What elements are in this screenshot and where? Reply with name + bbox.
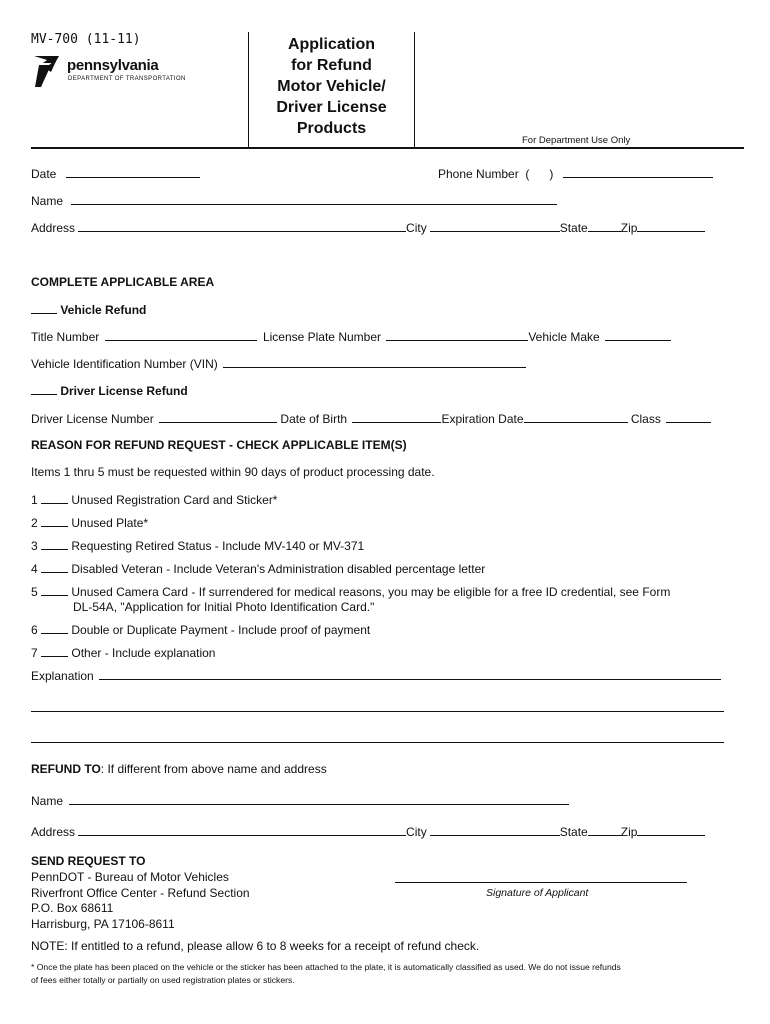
item-check[interactable] [41,492,68,504]
vin-label: Vehicle Identification Number (VIN) [31,357,218,371]
title-number-field[interactable] [105,329,257,341]
name-label: Name [31,194,64,208]
refund-address-field[interactable] [78,824,406,836]
refund-state-field[interactable] [588,824,621,836]
refund-address-label: Address [31,825,76,839]
vehicle-make-label: Vehicle Make [528,330,600,344]
class-field[interactable] [666,411,711,423]
expiration-label: Expiration Date [441,412,524,426]
form-title [249,34,414,139]
name-row [31,193,557,208]
item-number: 2 [31,516,38,530]
item-text: Requesting Retired Status - Include MV-140 or MV-371 [71,539,365,553]
state-field[interactable] [588,220,621,232]
list-item [31,515,148,530]
item-text: Disabled Veteran - Include Veteran's Administration disabled percentage letter [71,562,486,576]
date-row [31,166,200,181]
list-item [31,584,670,599]
refund-name-row [31,793,569,808]
item-text: Unused Camera Card - If surrendered for medical reasons, you may be eligible for a free ID credential, see Form [71,585,671,599]
refund-state-label: State [559,825,588,839]
expiration-field[interactable] [524,411,628,423]
item-number: 5 [31,585,38,599]
vehicle-make-field[interactable] [605,329,671,341]
vehicle-refund-check[interactable] [31,302,57,314]
driver-refund-label: Driver License Refund [60,384,188,398]
vin-field[interactable] [223,356,526,368]
item-check[interactable] [41,584,68,596]
signature-line[interactable] [395,882,687,883]
reason-heading: REASON FOR REFUND REQUEST - CHECK APPLICABLE ITEM(S) [31,438,407,452]
date-label: Date [31,167,57,181]
zip-field[interactable] [637,220,705,232]
item-check[interactable] [41,622,68,634]
date-field[interactable] [66,166,200,178]
item-number: 6 [31,623,38,637]
refund-zip-label: Zip [620,825,638,839]
explanation-label: Explanation [31,669,94,683]
city-field[interactable] [430,220,560,232]
item-text: Other - Include explanation [71,646,216,660]
applicable-heading: COMPLETE APPLICABLE AREA [31,275,215,289]
title-line: Motor Vehicle/ [277,78,386,95]
title-number-label: Title Number [31,330,100,344]
list-item [31,538,364,553]
explanation-line-2[interactable] [31,711,724,712]
dl-number-label: Driver License Number [31,412,154,426]
refund-to-label: REFUND TO [31,762,101,776]
item-check[interactable] [41,515,68,527]
refund-to-suffix: : If different from above name and address [100,762,327,776]
vehicle-refund-row [31,302,146,317]
logo-department: DEPARTMENT OF TRANSPORTATION [68,76,186,82]
header-divider-right [414,32,415,148]
explanation-field[interactable] [99,668,721,680]
address-line: Harrisburg, PA 17106-8611 [31,916,175,931]
item-text: Unused Plate* [71,516,149,530]
list-item [31,645,215,660]
item-number: 4 [31,562,38,576]
logo-name: pennsylvania [67,57,159,74]
title-line: Products [296,120,367,137]
dl-number-field[interactable] [159,411,277,423]
item-text: Unused Registration Card and Sticker* [71,493,278,507]
explanation-line-3[interactable] [31,742,724,743]
driver-refund-row [31,383,188,398]
phone-field[interactable] [563,166,713,178]
title-line: for Refund [291,57,372,74]
dob-field[interactable] [352,411,441,423]
refund-name-field[interactable] [69,793,569,805]
address-line: PennDOT - Bureau of Motor Vehicles [31,870,229,884]
address-field[interactable] [78,220,406,232]
class-label: Class [630,412,661,426]
list-item [31,492,277,507]
list-item [31,561,485,576]
driver-refund-check[interactable] [31,383,57,395]
form-number: MV-700 (11-11) [31,32,141,47]
refund-city-field[interactable] [430,824,560,836]
refund-zip-field[interactable] [637,824,705,836]
name-field[interactable] [71,193,557,205]
item-check[interactable] [41,561,68,573]
signature-label: Signature of Applicant [486,887,589,899]
item-text: Double or Duplicate Payment - Include proof of payment [71,623,371,637]
phone-label: Phone Number ( ) [438,167,554,181]
list-item [31,622,370,637]
keystone-logo-icon [31,54,63,88]
explanation-row [31,668,721,683]
city-label: City [406,221,427,235]
vehicle-row [31,329,671,344]
dob-label: Date of Birth [280,412,348,426]
vehicle-refund-label: Vehicle Refund [60,303,147,317]
refund-to-row [31,762,327,776]
item-number: 7 [31,646,38,660]
address-line: P.O. Box 68611 [31,901,114,915]
refund-address-row [31,824,705,839]
header-rule [31,147,744,149]
mailing-address [31,870,250,932]
zip-label: Zip [620,221,638,235]
phone-row [438,166,713,181]
dept-use-only: For Department Use Only [522,135,631,146]
item-check[interactable] [41,645,68,657]
driver-row [31,411,711,426]
title-line: Driver License [276,99,387,116]
footnote-line: * Once the plate has been placed on the vehicle or the sticker has been attached to the plate, it is automatically classified as used. We do not issue refunds [31,962,621,972]
item-text-continued: DL-54A, "Application for Initial Photo Identification Card." [73,600,375,614]
address-label: Address [31,221,76,235]
address-line: Riverfront Office Center - Refund Section [31,885,250,900]
refund-name-label: Name [31,794,64,808]
item-number: 1 [31,493,38,507]
state-label: State [559,221,588,235]
license-plate-field[interactable] [386,329,528,341]
penndot-logo [31,54,191,90]
refund-city-label: City [406,825,427,839]
address-row [31,220,705,235]
item-check[interactable] [41,538,68,550]
reason-note: Items 1 thru 5 must be requested within 90 days of product processing date. [31,465,435,479]
vin-row [31,356,526,371]
license-plate-label: License Plate Number [262,330,381,344]
title-line: Application [287,36,376,53]
send-heading: SEND REQUEST TO [31,854,146,868]
refund-note: NOTE: If entitled to a refund, please allow 6 to 8 weeks for a receipt of refund check. [31,939,480,953]
footnote-line: of fees either totally or partially on used registration plates or stickers. [31,975,295,985]
item-number: 3 [31,539,38,553]
